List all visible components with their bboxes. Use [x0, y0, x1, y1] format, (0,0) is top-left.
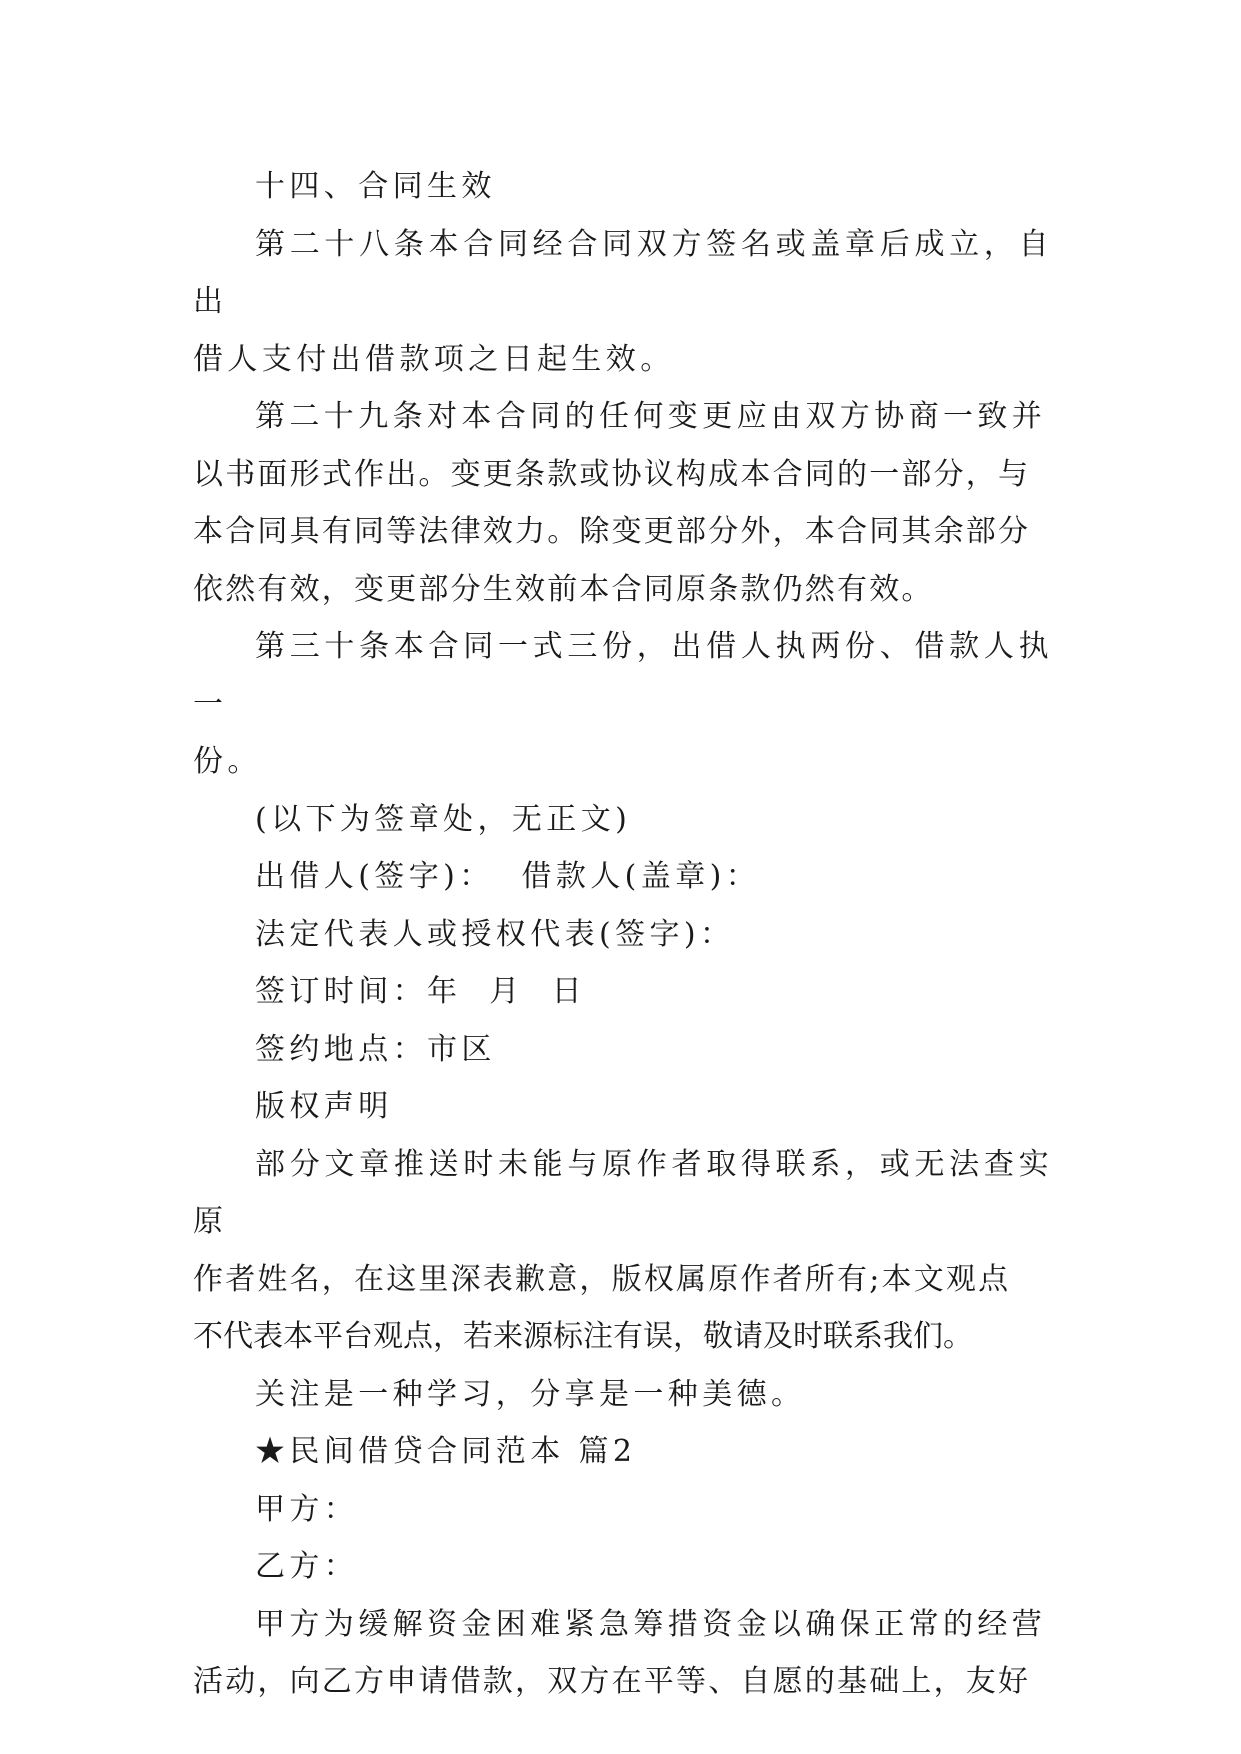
intro-line-1: 甲方为缓解资金困难紧急筹措资金以确保正常的经营: [255, 1606, 1047, 1642]
article-30-line-1: 第三十条本合同一式三份，出借人执两份、借款人执一: [193, 629, 1053, 722]
article-28-line-1: 第二十八条本合同经合同双方签名或盖章后成立，自出: [193, 226, 1053, 319]
sign-date-label: 签订时间：: [255, 974, 427, 1009]
article-30-line-2: 份。: [193, 744, 262, 779]
document-body: [193, 158, 1053, 1711]
copyright-line-1: 部分文章推送时未能与原作者取得联系，或无法查实原: [193, 1146, 1053, 1239]
sign-date-line: [193, 963, 1053, 1021]
borrower-seal-label: 借款人(盖章)：: [521, 859, 761, 894]
article-29-line-1: 第二十九条对本合同的任何变更应由双方协商一致并: [255, 399, 1047, 434]
year-label: 年: [427, 974, 462, 1009]
intro-line-2: 活动，向乙方申请借款，双方在平等、自愿的基础上，友好: [193, 1664, 1031, 1699]
lender-sign-label: 出借人(签字)：: [255, 859, 494, 894]
day-label: 日: [551, 974, 586, 1009]
copyright-line-2: 作者姓名，在这里深表歉意，版权属原作者所有;本文观点: [193, 1261, 1011, 1297]
legal-rep-sign-label: 法定代表人或授权代表(签字)：: [255, 916, 735, 952]
section-heading: 十四、合同生效: [255, 169, 496, 204]
closing-line: 关注是一种学习，分享是一种美德。: [255, 1376, 806, 1412]
article-28-line-2: 借人支付出借款项之日起生效。: [193, 341, 675, 377]
article-29-line-4: 依然有效，变更部分生效前本合同原条款仍然有效。: [193, 571, 934, 607]
month-label: 月: [489, 974, 524, 1009]
signature-note: (以下为签章处，无正文): [255, 801, 632, 837]
signature-line-parties: [193, 848, 1053, 906]
copyright-heading: 版权声明: [255, 1089, 393, 1124]
copyright-line-3: 不代表本平台观点，若来源标注有误，敬请及时联系我们。: [193, 1319, 973, 1354]
article-29-line-3: 本合同具有同等法律效力。除变更部分外，本合同其余部分: [193, 514, 1031, 549]
article-29-line-2: 以书面形式作出。变更条款或协议构成本合同的一部分，与: [193, 456, 1031, 492]
party-a-label: 甲方：: [255, 1491, 359, 1527]
sign-place-line: 签约地点：市区: [255, 1031, 496, 1067]
contract-2-title: ★民间借贷合同范本 篇2: [255, 1434, 637, 1469]
party-b-label: 乙方：: [255, 1549, 359, 1584]
